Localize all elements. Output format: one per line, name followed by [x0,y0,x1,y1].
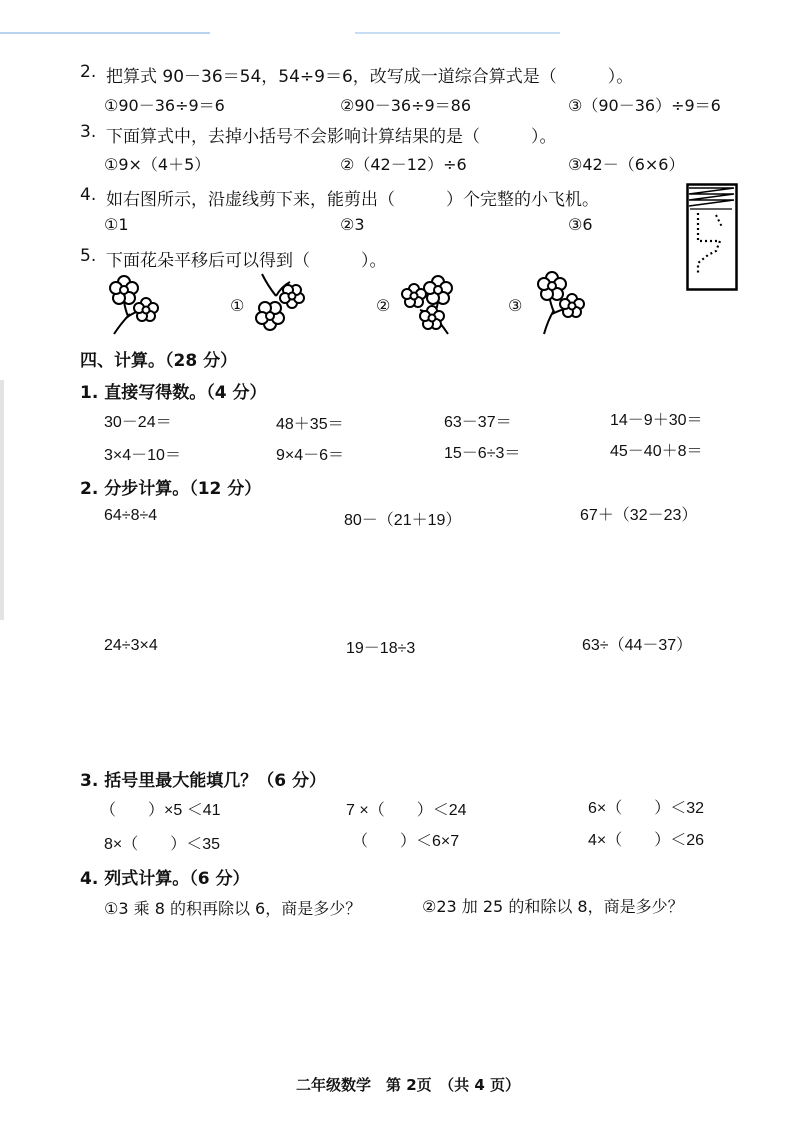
question-2-option-1: ①90－36÷9＝6 [104,96,225,115]
oral-calc-item: 14－9＋30＝ [610,412,703,429]
fill-blank-item: 8×（ ）＜35 [104,836,221,853]
q4-title: 4. 列式计算。（6 分） [80,869,250,889]
step-calc-item: 67＋（32－23） [580,507,698,524]
q2-title: 2. 分步计算。（12 分） [80,479,262,499]
flower-original-icon [104,272,164,342]
oral-calc-item: 9×4－6＝ [276,447,345,464]
question-4-option-2: ②3 [340,215,365,234]
flower-option-2-icon [398,272,458,342]
word-problem-1: ①3 乘 8 的积再除以 6，商是多少？ [104,899,362,918]
fill-blank-item: （ ）＜6×7 [352,833,460,850]
step-calc-item: 19－18÷3 [346,640,416,657]
oral-calc-item: 30－24＝ [104,414,172,431]
question-5-stem: 下面花朵平移后可以得到（ ）。 [106,251,387,271]
question-4-option-1: ①1 [104,215,129,234]
question-3-stem: 下面算式中，去掉小括号不会影响计算结果的是（ ）。 [106,127,557,147]
oral-calc-item: 45－40＋8＝ [610,443,703,460]
fill-blank-item: 6×（ ）＜32 [588,800,705,817]
flower-option-1-icon [250,272,310,342]
question-4-number: 4. [80,185,97,205]
step-calc-item: 64÷8÷4 [104,507,158,524]
paper-strip-figure [686,183,738,295]
word-problem-2: ②23 加 25 的和除以 8，商是多少？ [422,897,684,916]
fill-blank-item: （ ）×5 ＜41 [100,802,221,819]
question-5-option-1: ① [230,296,245,315]
scan-header-strip [0,0,794,40]
oral-calc-item: 63－37＝ [444,414,512,431]
q1-title: 1. 直接写得数。（4 分） [80,383,267,403]
fill-blank-item: 7 ×（ ）＜24 [346,802,467,819]
question-3-option-3: ③42－（6×6） [568,155,685,174]
page-footer: 二年级数学 第 2页 （共 4 页） [296,1076,521,1094]
question-2-option-3: ③（90－36）÷9＝6 [568,96,721,115]
question-2-number: 2. [80,62,97,82]
question-2-option-2: ②90－36÷9＝86 [340,96,472,115]
question-5-option-3: ③ [508,296,523,315]
scan-edge-mark [0,380,4,620]
question-3-option-1: ①9×（4＋5） [104,155,211,174]
question-5-option-2: ② [376,296,391,315]
step-calc-item: 63÷（44－37） [582,637,693,654]
question-4-stem: 如右图所示，沿虚线剪下来，能剪出（ ）个完整的小飞机。 [106,190,599,210]
flower-option-3-icon [528,270,588,340]
oral-calc-item: 3×4－10＝ [104,447,181,464]
question-3-option-2: ②（42－12）÷6 [340,155,467,174]
q3-title: 3. 括号里最大能填几？（6 分） [80,771,326,791]
fill-blank-item: 4×（ ）＜26 [588,832,705,849]
question-4-option-3: ③6 [568,215,593,234]
oral-calc-item: 15－6÷3＝ [444,445,521,462]
question-2-stem: 把算式 90－36＝54，54÷9＝6，改写成一道综合算式是（ ）。 [106,67,634,87]
question-3-number: 3. [80,122,97,142]
step-calc-item: 80－（21＋19） [344,512,462,529]
section-4-title: 四、计算。（28 分） [80,351,238,371]
step-calc-item: 24÷3×4 [104,637,158,654]
oral-calc-item: 48＋35＝ [276,416,344,433]
question-5-number: 5. [80,246,97,266]
